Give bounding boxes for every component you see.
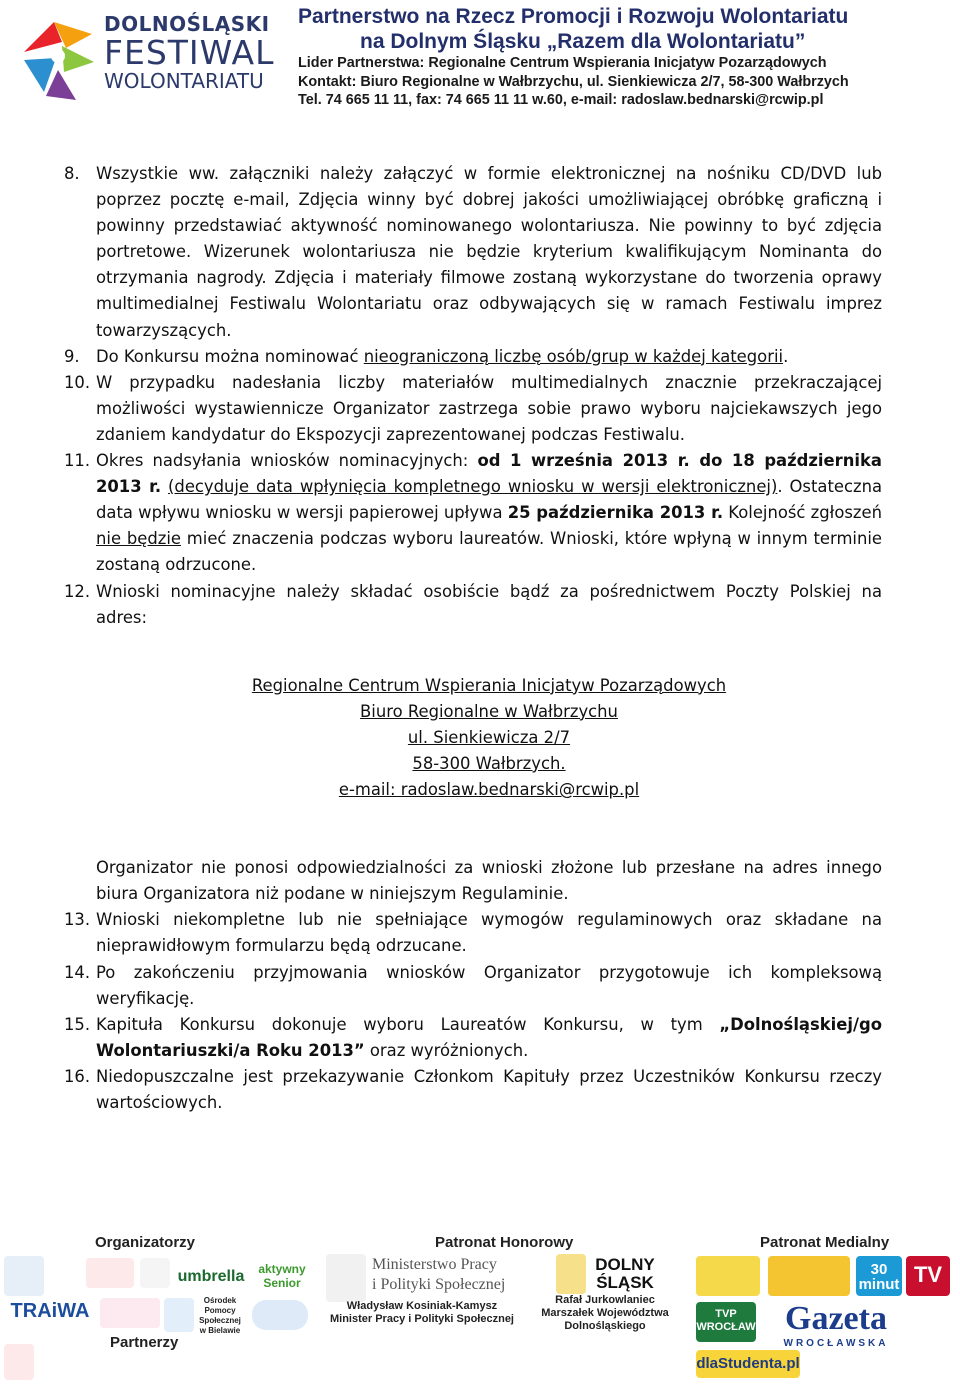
item-number: 12. xyxy=(64,581,91,601)
item-text: Do Konkursu można nominować xyxy=(96,346,364,366)
ministry-logo: Ministerstwo Pracy i Polityki Społecznej xyxy=(372,1256,506,1293)
header-phone: Tel. 74 665 11 11, fax: 74 665 11 11 w.60, e-mail: radoslaw.bednarski@rcwip.pl xyxy=(298,92,824,109)
dlastudenta-logo: dlaStudenta.pl xyxy=(696,1350,800,1378)
item-text: Niedopuszczalne jest przekazywanie Członkom Kapituły przez Uczestników Konkursu rzeczy wartościowych. xyxy=(96,1066,882,1112)
fundacja-logo xyxy=(100,1298,160,1328)
paper-deadline: 25 października 2013 r. xyxy=(507,503,724,523)
dolnoslaskie-ngo-logo xyxy=(696,1256,760,1296)
address-line4: 58-300 Wałbrzych. xyxy=(412,753,566,773)
address-line1: Regionalne Centrum Wspierania Inicjatyw Pozarządowych xyxy=(251,675,727,695)
address-line2: Biuro Regionalne w Wałbrzychu xyxy=(360,701,618,721)
header-title-line2: na Dolnym Śląsku „Razem dla Wolontariatu” xyxy=(360,30,806,53)
item-number: 9. xyxy=(64,346,80,366)
item-text: Po zakończeniu przyjmowania wniosków Organizator przygotowuje ich kompleksową weryfikację. xyxy=(96,962,882,1008)
list-item-16 xyxy=(64,1064,882,1116)
list-item-13 xyxy=(64,907,882,959)
item-number: 11. xyxy=(64,451,91,471)
item-text: W przypadku nadesłania liczby materiałów multimedialnych znacznie przekraczającej możliwości wystawiennicze Organizator zastrzega sobie prawo wyboru najciekawszych jego zdaniem kandydatur do Ekspozycji zaprezentowanej podczas Festiwalu. xyxy=(96,372,882,444)
page-header xyxy=(0,0,960,125)
item-text: . xyxy=(783,346,789,366)
aktywny-senior-logo: aktywny Senior xyxy=(258,1262,306,1290)
wroclaw-ngo-logo xyxy=(768,1256,850,1296)
rcwip-logo xyxy=(4,1256,44,1296)
deadline-dates: od 1 września 2013 r. do 18 października 2013 r. xyxy=(96,451,882,497)
festival-logo xyxy=(14,10,279,105)
tv-regionalna-logo: TV xyxy=(906,1256,950,1296)
address-email-link[interactable]: e-mail: radoslaw.bednarski@rcwip.pl xyxy=(338,780,640,800)
header-leader: Lider Partnerstwa: Regionalne Centrum Wspierania Inicjatyw Pozarządowych xyxy=(298,55,827,71)
minister-caption: Władysław Kosiniak-Kamysz Minister Pracy i Polityki Społecznej xyxy=(329,1300,514,1325)
regulation-content xyxy=(64,161,882,1116)
kalwaria-logo xyxy=(252,1300,308,1330)
umbrella-logo: umbrella xyxy=(177,1268,245,1285)
header-info xyxy=(298,4,948,110)
item-text: Wszystkie ww. załączniki należy załączyć w formie elektronicznej na nośniku CD/DVD lub poprzez pocztę e-mail, Zdjęcia winny być dobrej jakości umożliwiającej obróbkę graficzną i powinny przedstawiać aktywność nominowanego wolontariusza. Nie powinny to być zdjęcia portretowe. Wizerunek wolontariusza nie będzie kryterium kwalifikującym Nominanta do otrzymania nagrody. Zdjęcia i materiały filmowe zostaną wykorzystane do tworzenia oprawy multimedialnej Festiwalu Wolontariatu oraz odbywających się w ramach Festiwalu imprez towarzyszących. xyxy=(96,164,882,340)
logo-line2: FESTIWAL xyxy=(104,33,275,72)
header-title-line1: Partnerstwo na Rzecz Promocji i Rozwoju Wolontariatu xyxy=(298,5,849,28)
list-item-8 xyxy=(64,161,882,344)
item-text: Wnioski nominacyjne należy składać osobiście bądź za pośrednictwem Poczty Polskiej na adres: xyxy=(96,581,882,627)
marshal-caption: Rafał Jurkowlaniec Marszałek Województwa Dolnośląskiego xyxy=(541,1294,669,1332)
honorary-patronage-label: Patronat Honorowy xyxy=(435,1234,574,1251)
logo-line1: DOLNOŚLĄSKI xyxy=(104,12,270,36)
30-minut-logo: 30 minut xyxy=(856,1256,902,1296)
list-item-10 xyxy=(64,370,882,448)
item-text: oraz wyróżnionych. xyxy=(364,1040,529,1060)
traiwa-logo: TRAiWA xyxy=(10,1300,90,1322)
centrum-wolontariatu-logo xyxy=(4,1344,34,1380)
item-text: Kapituła Konkursu dokonuje wyboru Laureatów Konkursu, w tym xyxy=(96,1014,720,1034)
organizer-disclaimer: Organizator nie ponosi odpowiedzialności za wnioski złożone lub przesłane na adres innego biura Organizatora niż podane w niniejszym Regulaminie. xyxy=(96,858,882,904)
item-text: Wnioski niekompletne lub nie spełniające wymogów regulaminowych oraz składane na nieprawidłowym formularzu będą odrzucane. xyxy=(96,910,882,956)
dolny-slask-logo: DOLNY ŚLĄSK xyxy=(595,1255,655,1292)
eagle-emblem-icon xyxy=(326,1254,366,1302)
list-item-11 xyxy=(64,448,882,578)
item-number: 15. xyxy=(64,1014,91,1034)
item-number: 10. xyxy=(64,372,91,392)
semper-avanti-logo xyxy=(140,1258,170,1288)
address-line3: ul. Sienkiewicza 2/7 xyxy=(407,727,571,747)
item-text-underlined: nieograniczoną liczbę osób/grup w każdej kategorii xyxy=(363,346,784,366)
item-text: . Ostateczna data wpływu wniosku w wersji papierowej upływa xyxy=(96,477,882,523)
item-text xyxy=(161,477,168,496)
list-item-14 xyxy=(64,960,882,1012)
item-text: Kolejność zgłoszeń xyxy=(723,503,882,523)
partners-label: Partnerzy xyxy=(110,1334,179,1351)
item-text: Okres nadsyłania wniosków nominacyjnych: xyxy=(96,451,478,471)
organizers-label: Organizatorzy xyxy=(95,1234,196,1251)
item-number: 13. xyxy=(64,910,91,930)
item-text: mieć znaczenia podczas wyboru laureatów. Wnioski, które wpłyną w innym terminie zostaną odrzucone. xyxy=(96,529,882,575)
item-number: 14. xyxy=(64,962,91,982)
media-patronage-label: Patronat Medialny xyxy=(760,1234,890,1251)
dolny-slask-crest xyxy=(556,1254,586,1294)
list-item-9 xyxy=(64,344,882,370)
ops-bielawa-logo: Ośrodek Pomocy Społecznej w Bielawie xyxy=(199,1296,241,1335)
item-text-underlined: nie będzie xyxy=(96,529,181,549)
tvp-wroclaw-logo: TVP WROCŁAW xyxy=(696,1302,756,1342)
item-text-underlined: (decyduje data wpłynięcia kompletnego wniosku w wersji elektronicznej) xyxy=(168,477,778,497)
sponsors-footer xyxy=(0,1226,960,1387)
bielawa-crest xyxy=(164,1298,194,1332)
festival-logo-icon xyxy=(14,12,98,102)
item-number: 16. xyxy=(64,1066,91,1086)
list-item-15 xyxy=(64,1012,882,1064)
logo-line3: WOLONTARIATU xyxy=(104,69,264,93)
award-title: „Dolnośląskiej/go Wolontariuszki/a Roku 2013” xyxy=(96,1014,882,1060)
item-number: 8. xyxy=(64,164,80,183)
wolontariusz-logo xyxy=(86,1258,134,1288)
address-block xyxy=(96,673,882,803)
gazeta-wroclawska-logo: Gazeta WROCŁAWSKA xyxy=(783,1300,889,1349)
list-item-12 xyxy=(64,579,882,631)
header-contact: Kontakt: Biuro Regionalne w Wałbrzychu, ul. Sienkiewicza 2/7, 58-300 Wałbrzych xyxy=(298,73,849,90)
